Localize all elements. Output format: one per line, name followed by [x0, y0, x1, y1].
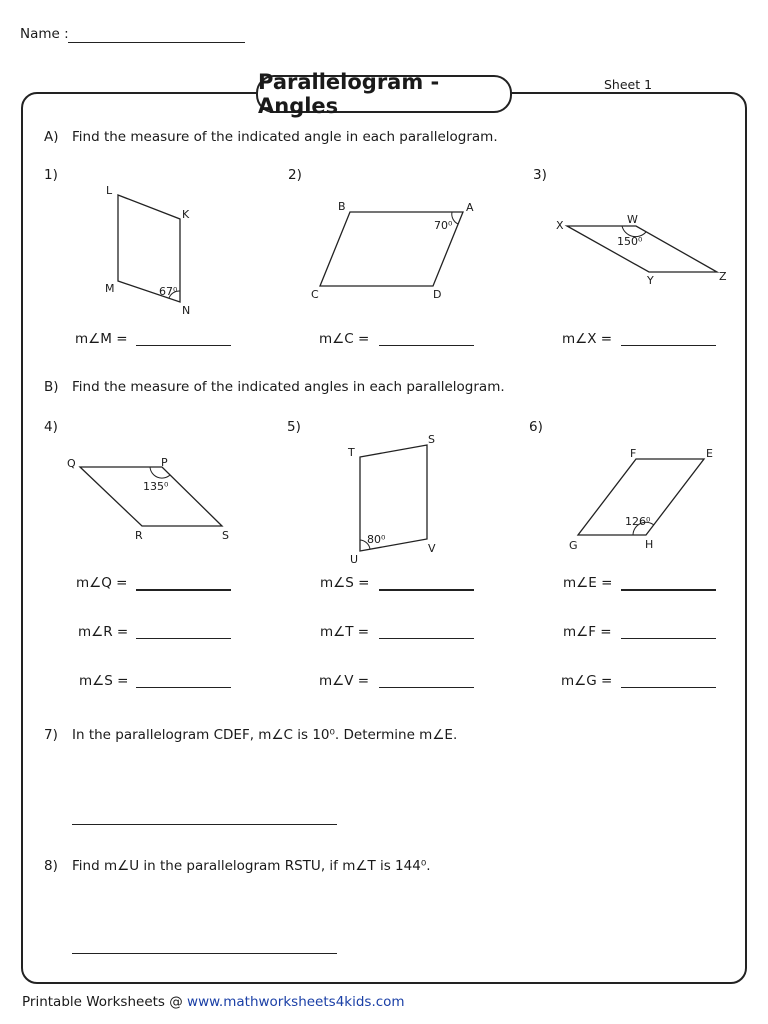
vertex-label-D: D — [433, 288, 442, 301]
answer-blank-6b[interactable] — [621, 638, 716, 639]
problem-7-text: In the parallelogram CDEF, m∠C is 10⁰. Determine m∠E. — [72, 727, 458, 743]
section-a-instruction: Find the measure of the indicated angle in each parallelogram. — [72, 129, 498, 145]
answer-blank-4a[interactable] — [136, 589, 231, 591]
vertex-label-M: M — [105, 282, 115, 295]
section-b-letter: B) — [44, 379, 59, 395]
vertex-label-Y: Y — [647, 274, 654, 287]
vertex-label-C: C — [311, 288, 319, 301]
vertex-label-F: F — [630, 447, 637, 460]
answer-blank-6c[interactable] — [621, 687, 716, 688]
answer-label-m-angle-V: m∠V = — [319, 673, 370, 689]
answer-label-m-angle-M: m∠M = — [75, 331, 128, 347]
vertex-label-R: R — [135, 529, 143, 542]
answer-label-m-angle-F: m∠F = — [563, 624, 612, 640]
vertex-label-E: E — [706, 447, 713, 460]
answer-blank-2[interactable] — [379, 345, 474, 346]
problem-5-number: 5) — [287, 419, 301, 435]
vertex-label-W: W — [627, 213, 638, 226]
parallelogram-3 — [556, 213, 727, 287]
answer-blank-5a[interactable] — [379, 589, 474, 591]
vertex-label-U: U — [350, 553, 359, 566]
angle-label-5: 80⁰ — [367, 533, 386, 546]
problem-8-text: Find m∠U in the parallelogram RSTU, if m∠T is 144⁰. — [72, 858, 431, 874]
vertex-label-S5: S — [428, 433, 435, 446]
problem-8-number: 8) — [44, 858, 58, 874]
sheet-label: Sheet 1 — [604, 77, 653, 92]
answer-blank-4c[interactable] — [136, 687, 231, 688]
footer-link[interactable]: www.mathworksheets4kids.com — [187, 994, 405, 1010]
answer-label-m-angle-X: m∠X = — [562, 331, 613, 347]
section-b-instruction: Find the measure of the indicated angles in each parallelogram. — [72, 379, 505, 395]
answer-blank-8[interactable] — [72, 953, 337, 954]
answer-blank-4b[interactable] — [136, 638, 231, 639]
vertex-label-A: A — [466, 201, 474, 214]
angle-label-4: 135⁰ — [143, 480, 169, 493]
answer-label-m-angle-R: m∠R = — [78, 624, 129, 640]
answer-label-m-angle-S: m∠S = — [320, 575, 370, 591]
footer-label: Printable Worksheets @ — [22, 994, 183, 1010]
angle-label-1: 67⁰ — [159, 285, 178, 298]
vertex-label-X: X — [556, 219, 564, 232]
page-title: Parallelogram - Angles — [256, 75, 512, 113]
answer-blank-5c[interactable] — [379, 687, 474, 688]
answer-label-m-angle-C: m∠C = — [319, 331, 370, 347]
vertex-label-S: S — [222, 529, 229, 542]
problem-3-number: 3) — [533, 167, 547, 183]
parallelogram-4 — [67, 456, 229, 542]
answer-label-m-angle-S4: m∠S = — [79, 673, 129, 689]
answer-blank-7[interactable] — [72, 824, 337, 825]
answer-label-m-angle-G: m∠G = — [561, 673, 613, 689]
problem-4-number: 4) — [44, 419, 58, 435]
parallelogram-6 — [569, 447, 713, 552]
angle-label-6: 126⁰ — [625, 515, 651, 528]
vertex-label-H: H — [645, 538, 654, 551]
vertex-label-K: K — [182, 208, 190, 221]
parallelogram-2 — [311, 200, 474, 301]
answer-blank-3[interactable] — [621, 345, 716, 346]
answer-label-m-angle-T: m∠T = — [320, 624, 370, 640]
problem-1-number: 1) — [44, 167, 58, 183]
problem-2-number: 2) — [288, 167, 302, 183]
answer-label-m-angle-E: m∠E = — [563, 575, 613, 591]
vertex-label-T: T — [348, 446, 355, 459]
vertex-label-G: G — [569, 539, 578, 552]
answer-blank-6a[interactable] — [621, 589, 716, 591]
angle-label-2: 70⁰ — [434, 219, 453, 232]
parallelogram-1 — [105, 184, 190, 317]
problem-7-number: 7) — [44, 727, 58, 743]
vertex-label-L: L — [106, 184, 113, 197]
vertex-label-P: P — [161, 456, 168, 469]
vertex-label-V: V — [428, 542, 436, 555]
footer — [22, 994, 405, 1010]
answer-label-m-angle-Q: m∠Q = — [76, 575, 128, 591]
problem-6-number: 6) — [529, 419, 543, 435]
vertex-label-B: B — [338, 200, 346, 213]
name-label: Name : — [20, 26, 69, 42]
vertex-label-Q: Q — [67, 457, 76, 470]
vertex-label-Z: Z — [719, 270, 727, 283]
section-a-letter: A) — [44, 129, 59, 145]
answer-blank-1[interactable] — [136, 345, 231, 346]
angle-label-3: 150⁰ — [617, 235, 643, 248]
parallelogram-5 — [347, 433, 436, 566]
answer-blank-5b[interactable] — [379, 638, 474, 639]
vertex-label-N: N — [182, 304, 191, 317]
